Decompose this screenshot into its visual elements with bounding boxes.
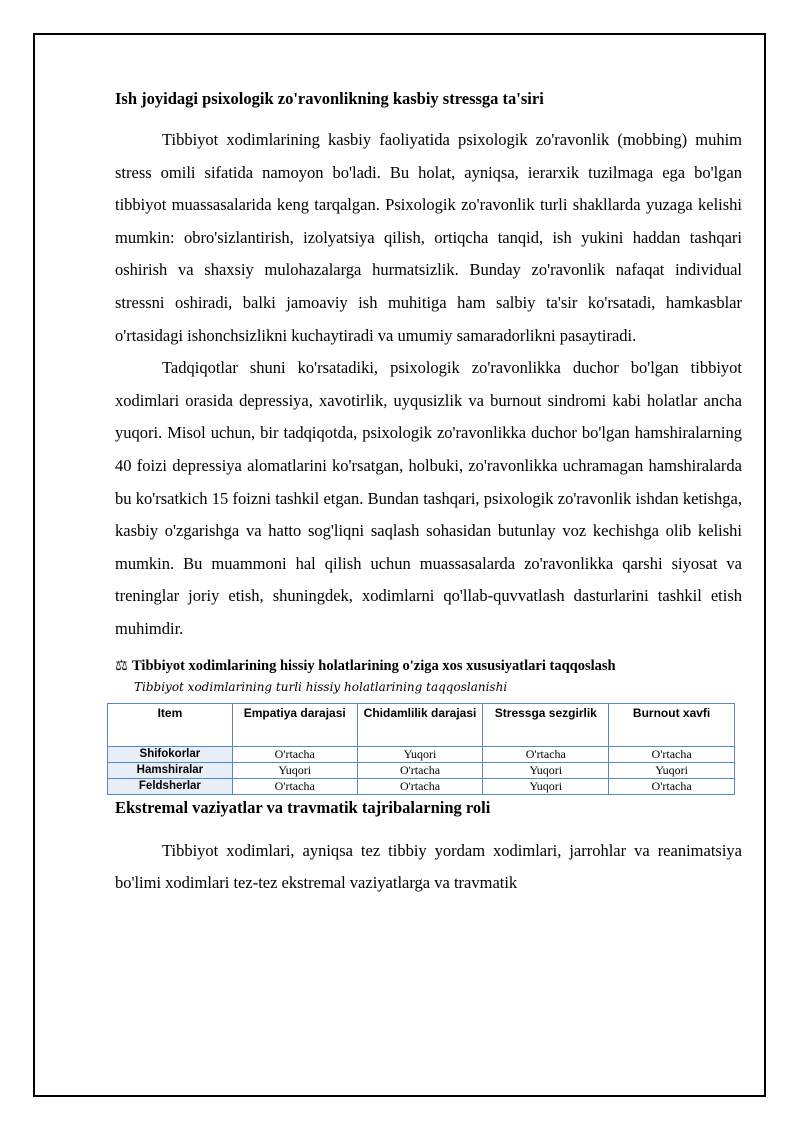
paragraph-3: Tibbiyot xodimlari, ayniqsa tez tibbiy yordam xodimlari, jarrohlar va reanimatsiya bo'limi xodimlari tez-tez ekstremal vaziyatlarga va travmatik bbox=[115, 840, 742, 893]
column-header: Empatiya darajasi bbox=[232, 703, 357, 746]
table-cell: O'rtacha bbox=[609, 746, 735, 762]
row-label: Hamshiralar bbox=[108, 762, 233, 778]
paragraph-2: Tadqiqotlar shuni ko'rsatadiki, psixologik zo'ravonlikka duchor bo'lgan tibbiyot xodimlari orasida depressiya, xavotirlik, uyqusizlik va burnout sindromi kabi holatlar ancha yuqori. Misol uchun, bir tadqiqotda, psixologik zo'ravonlikka duchor bo'lgan hamshiralarning 40 foizi depressiya alomatlarini ko'rsatgan, holbuki, zo'ravonlikka uchramagan hamshiralarda bu ko'rsatkich 15 foizni tashkil etgan. Bundan tashqari, psixologik zo'ravonlik ishdan ketishga, kasbiy o'zgarishga va hatto sog'liqni saqlash sohasidan butunlay voz kechishga olib kelishi mumkin. Bu muammoni hal qilish uchun muassasalarda zo'ravonlikka qarshi siyosat va treninglar joriy etish, shuningdek, xodimlarni qo'llab-quvvatlash dasturlarini tashkil etish muhimdir. bbox=[115, 358, 742, 638]
row-label: Feldsherlar bbox=[108, 778, 233, 794]
row-label: Shifokorlar bbox=[108, 746, 233, 762]
column-header: Stressga sezgirlik bbox=[483, 703, 609, 746]
table-cell: O'rtacha bbox=[232, 746, 357, 762]
column-header: Burnout xavfi bbox=[609, 703, 735, 746]
table-row bbox=[108, 762, 735, 778]
table-row bbox=[108, 746, 735, 762]
table-cell: Yuqori bbox=[357, 746, 483, 762]
section-title-1: Ish joyidagi psixologik zo'ravonlikning kasbiy stressga ta'siri bbox=[115, 89, 544, 108]
table-cell: O'rtacha bbox=[357, 778, 483, 794]
table-row bbox=[108, 778, 735, 794]
table-cell: O'rtacha bbox=[609, 778, 735, 794]
table-cell: O'rtacha bbox=[357, 762, 483, 778]
document-body bbox=[115, 86, 742, 900]
comparison-table bbox=[107, 703, 735, 795]
table-cell: O'rtacha bbox=[483, 746, 609, 762]
table-caption: Tibbiyot xodimlarining turli hissiy holatlarining taqqoslanishi bbox=[134, 679, 508, 694]
scales-icon: ⚖ bbox=[115, 657, 128, 674]
table-cell: Yuqori bbox=[609, 762, 735, 778]
column-header: Chidamlilik darajasi bbox=[357, 703, 483, 746]
paragraph-1: Tibbiyot xodimlarining kasbiy faoliyatida psixologik zo'ravonlik (mobbing) muhim stress omili sifatida namoyon bo'ladi. Bu holat, ayniqsa, ierarxik tuzilmaga ega bo'lgan tibbiyot muassasalarida keng tarqalgan. Psixologik zo'ravonlik turli shakllarda yuzaga kelishi mumkin: obro'sizlantirish, izolyatsiya qilish, ortiqcha tanqid, ish yukini haddan tashqari oshirish va shaxsiy mulohazalarga hurmatsizlik. Bunday zo'ravonlik nafaqat individual stressni oshiradi, balki jamoaviy ish muhitiga ham salbiy ta'sir ko'rsatadi, hamkasblar o'rtasidagi ishonchsizlikni kuchaytiradi va umumiy samaradorlikni pasaytiradi. bbox=[115, 130, 742, 345]
table-cell: O'rtacha bbox=[232, 778, 357, 794]
table-heading bbox=[115, 656, 742, 676]
table-cell: Yuqori bbox=[483, 762, 609, 778]
table-header-row bbox=[108, 703, 735, 746]
column-header: Item bbox=[108, 703, 233, 746]
table-heading-text: Tibbiyot xodimlarining hissiy holatlarining o'ziga xos xususiyatlari taqqoslash bbox=[132, 657, 616, 674]
section-title-2: Ekstremal vaziyatlar va travmatik tajribalarning roli bbox=[115, 797, 491, 817]
table-cell: Yuqori bbox=[483, 778, 609, 794]
table-cell: Yuqori bbox=[232, 762, 357, 778]
